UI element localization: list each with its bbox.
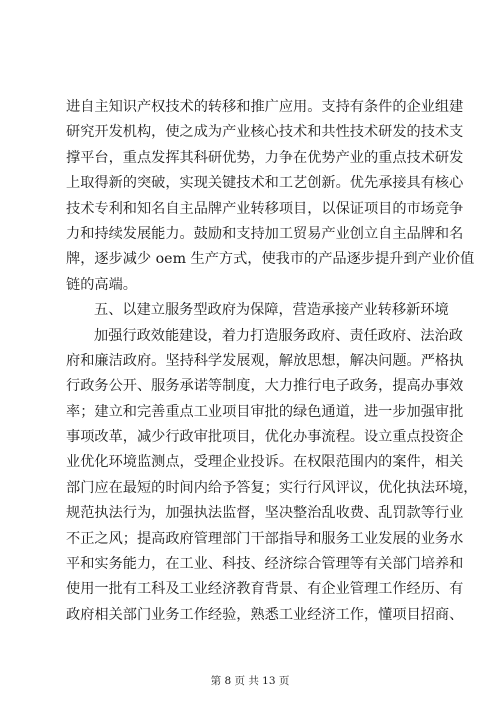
paragraph-line: 业优化环境监测点，受理企业投诉。在权限范围内的案件，相关 — [66, 454, 464, 471]
paragraph-line: 事项改革，减少行政审批项目，优化办事流程。设立重点投资企 — [66, 429, 464, 446]
paragraph-line: 撑平台，重点发挥其科研优势，力争在优势产业的重点技术研发 — [66, 149, 464, 166]
paragraph-line: 平和实务能力，在工业、科技、经济综合管理等有关部门培养和 — [66, 556, 464, 573]
paragraph-line: 府和廉洁政府。坚持科学发展观，解放思想，解决问题。严格执 — [66, 352, 464, 369]
paragraph-line: 上取得新的突破，实现关键技术和工艺创新。优先承接具有核心 — [66, 175, 464, 192]
paragraph-line: 部门应在最短的时间内给予答复；实行行风评议，优化执法环境， — [66, 479, 478, 496]
section-heading: 五、以建立服务型政府为保障，营造承接产业转移新环境 — [94, 302, 449, 319]
paragraph-line: 不正之风；提高政府管理部门干部指导和服务工业发展的业务水 — [66, 530, 464, 547]
paragraph-line: 使用一批有工科及工业经济教育背景、有企业管理工作经历、有 — [66, 581, 464, 598]
body-text — [66, 95, 478, 628]
paragraph-line: 规范执法行为，加强执法监督，坚决整治乱收费、乱罚款等行业 — [66, 505, 464, 522]
paragraph-line: 技术专利和知名自主品牌产业转移项目，以保证项目的市场竞争 — [66, 200, 464, 217]
paragraph-line: 政府相关部门业务工作经验，熟悉工业经济工作，懂项目招商、 — [66, 606, 464, 623]
paragraph-line: 行政务公开、服务承诺等制度，大力推行电子政务，提高办事效 — [66, 378, 464, 395]
paragraph-line: 率；建立和完善重点工业项目审批的绿色通道，进一步加强审批 — [66, 403, 464, 420]
paragraph-line: 力和持续发展能力。鼓励和支持加工贸易产业创立自主品牌和名 — [66, 225, 464, 242]
paragraph-line: 加强行政效能建设，着力打造服务政府、责任政府、法治政 — [94, 327, 463, 344]
paragraph-line: 牌，逐步减少 oem 生产方式，使我市的产品逐步提升到产业价值 — [66, 251, 475, 268]
paragraph-line: 进自主知识产权技术的转移和推广应用。支持有条件的企业组建 — [66, 99, 464, 115]
paragraph-line: 链的高端。 — [66, 276, 137, 293]
page-footer: 第 8 页 共 13 页 — [210, 675, 290, 687]
paragraph-line: 研究开发机构，使之成为产业核心技术和共性技术研发的技术支 — [66, 124, 464, 141]
